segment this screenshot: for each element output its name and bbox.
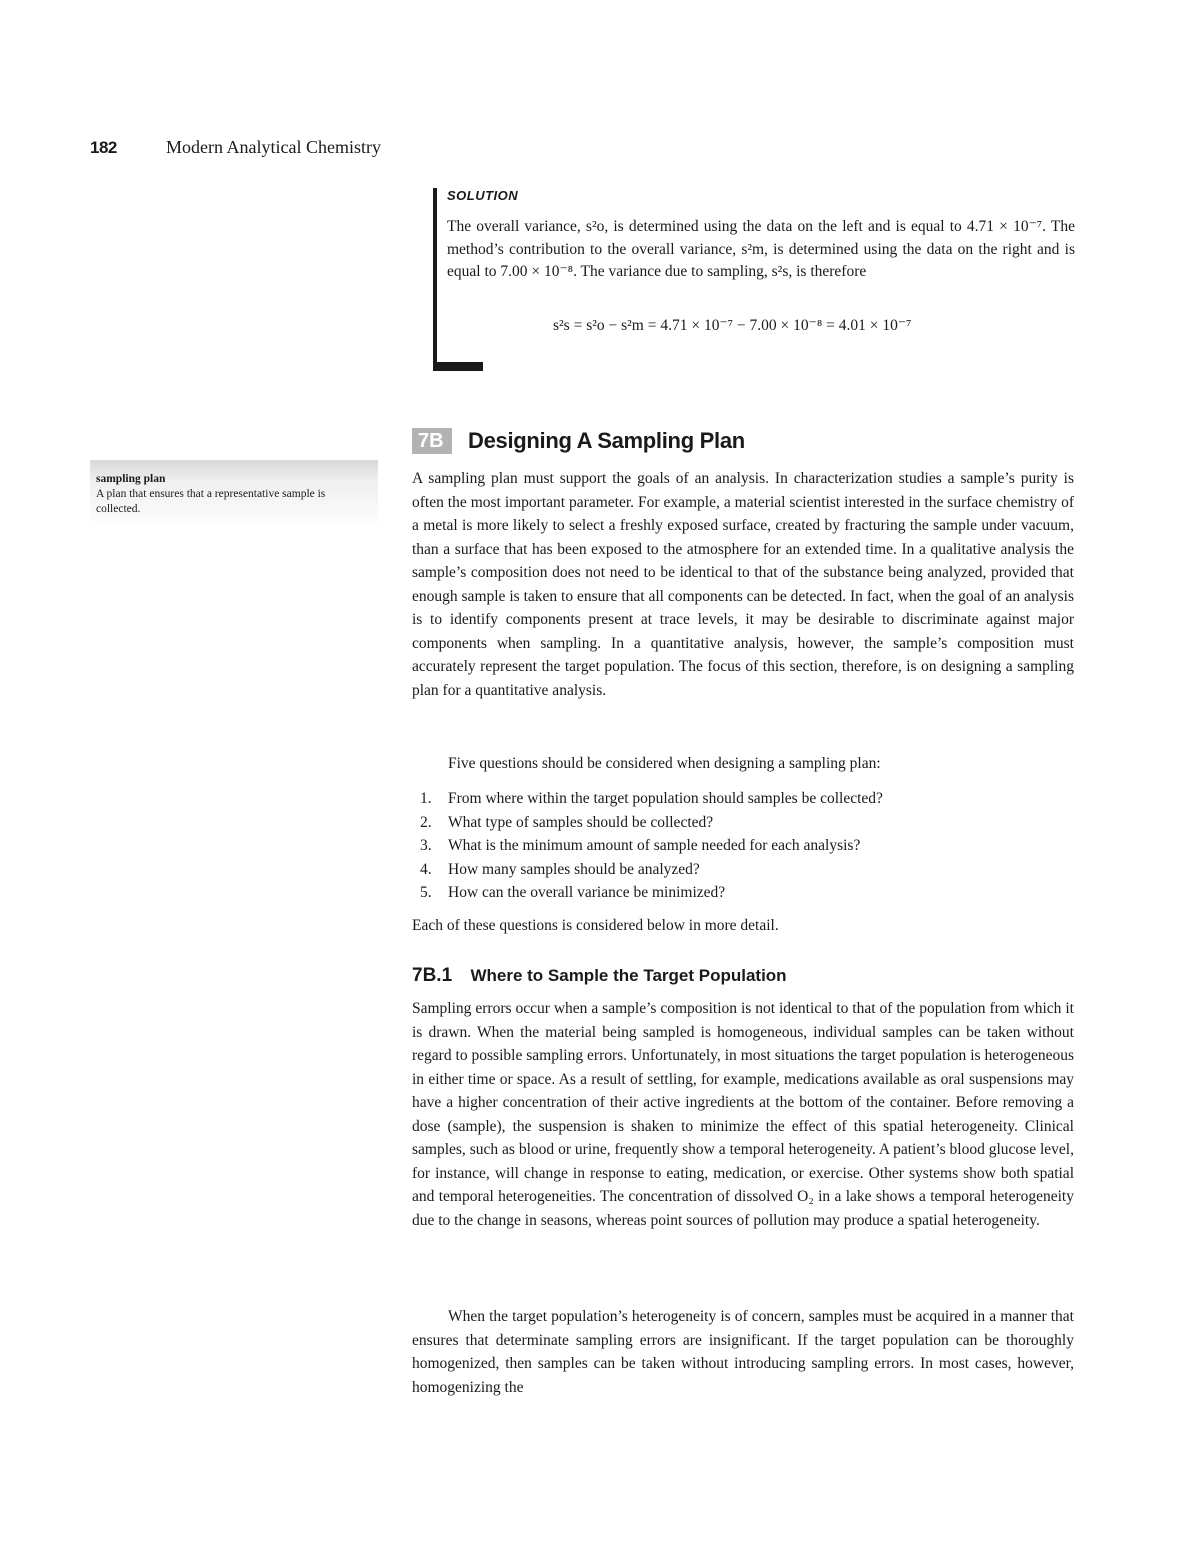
subsection-heading [412, 965, 1074, 987]
page-number: 182 [90, 138, 117, 157]
list-item: 2. What type of samples should be collected? [420, 813, 714, 831]
book-title: Modern Analytical Chemistry [166, 137, 381, 157]
list-item: 1. From where within the target population should samples be collected? [420, 790, 883, 807]
paragraph-detail: Each of these questions is considered below in more detail. [412, 917, 779, 934]
solution-text: The overall variance, s²o, is determined using the data on the left and is equal to 4.71 × 10⁻⁷. The method’s contribution to the overall variance, s²m, is determined using the data on the right and is equal to 7.00 × 10⁻⁸. The variance due to sampling, s²s, is therefore [447, 218, 1075, 280]
subsection-number: 7B.1 [412, 965, 453, 986]
list-item: 4. How many samples should be analyzed? [420, 860, 700, 878]
solution-equation: s²s = s²o − s²m = 4.71 × 10⁻⁷ − 7.00 × 10⁻⁸ = 4.01 × 10⁻⁷ [553, 317, 912, 334]
solution-vertical-rule [433, 188, 437, 363]
list-item: 3. What is the minimum amount of sample needed for each analysis? [420, 837, 861, 854]
paragraph-five-questions: Five questions should be considered when designing a sampling plan: [448, 755, 881, 772]
glossary-definition: A plan that ensures that a representative sample is collected. [96, 488, 326, 515]
questions-list [412, 787, 1074, 905]
section-number-badge: 7B [412, 428, 452, 454]
glossary-term: sampling plan [96, 473, 166, 485]
section-heading [412, 428, 1072, 458]
solution-box [433, 188, 1078, 376]
section-title: Designing A Sampling Plan [468, 428, 745, 453]
list-item: 5. How can the overall variance be minimized? [420, 884, 726, 901]
paragraph-heterogeneity: When the target population’s heterogeneity is of concern, samples must be acquired in a manner that ensures that determinate sampling errors are insignificant. If the target population can be thoroughly homogenized, then samples can be taken without introducing sampling errors. In most cases, however, homogenizing the [412, 1308, 1074, 1396]
solution-label: SOLUTION [447, 188, 519, 203]
paragraph-sampling-errors: Sampling errors occur when a sample’s composition is not identical to that of the population from which it is drawn. When the material being sampled is homogeneous, individual samples can be taken without regard to possible sampling errors. Unfortunately, in most situations the target population is heterogeneous in either time or space. As a result of settling, for example, medications available as oral suspensions may have a higher concentration of their active ingredients at the bottom of the container. Before removing a dose (sample), the suspension is shaken to minimize the effect of this spatial heterogeneity. Clinical samples, such as blood or urine, frequently show a temporal heterogeneity. A patient’s blood glucose level, for instance, will change in response to eating, medication, or exercise. Other systems show both spatial and temporal heterogeneities. The concentration of dissolved O₂ in a lake shows a temporal heterogeneity due to the change in seasons, whereas point sources of pollution may produce a spatial heterogeneity. [412, 1000, 1074, 1229]
paragraph-intro: A sampling plan must support the goals of an analysis. In characterization studies a sample’s purity is often the most important parameter. For example, a material scientist interested in the surface chemistry of a metal is more likely to select a freshly exposed surface, created by fracturing the sample under vacuum, than a surface that has been exposed to the atmosphere for an extended time. In a qualitative analysis the sample’s composition does not need to be identical to that of the substance being analyzed, provided that enough sample is taken to ensure that all components can be detected. In fact, when the goal of an analysis is to identify components present at trace levels, it may be desirable to discriminate against major components when sampling. In a quantitative analysis, however, the sample’s composition must accurately represent the target population. The focus of this section, therefore, is on designing a sampling plan for a quantitative analysis. [412, 470, 1074, 699]
subsection-title: Where to Sample the Target Population [470, 966, 787, 985]
running-head [90, 137, 690, 167]
solution-end-bar [433, 362, 483, 371]
margin-glossary-note [90, 460, 378, 530]
